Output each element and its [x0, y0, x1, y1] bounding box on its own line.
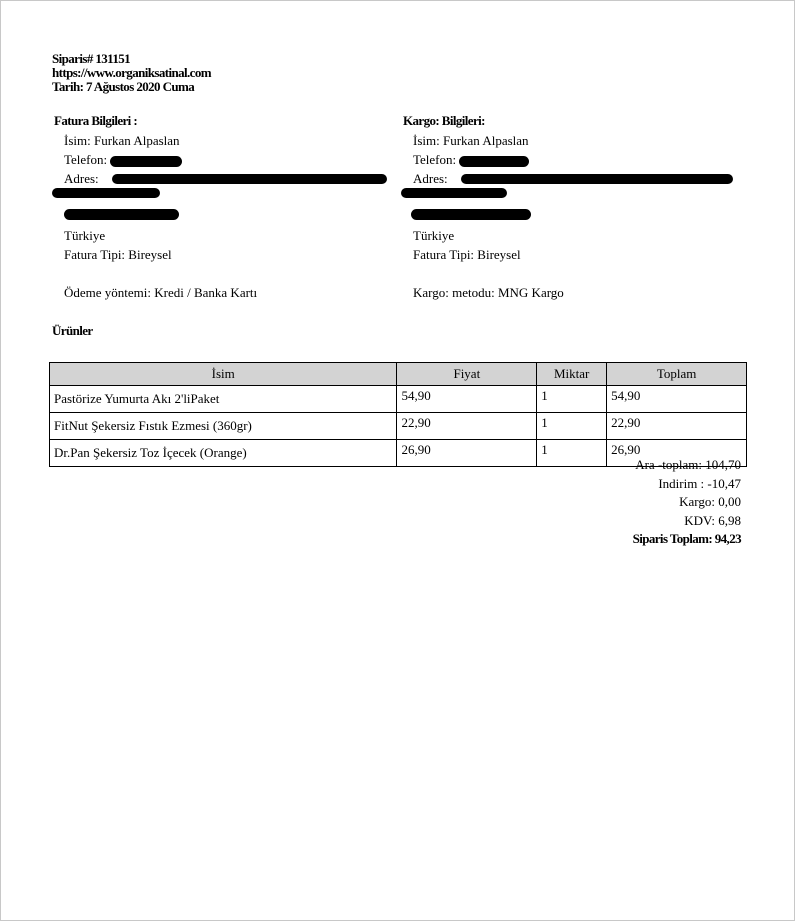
billing-info — [54, 113, 394, 302]
shipping-method: Kargo: metodu: MNG Kargo — [413, 285, 564, 300]
redaction-mark — [459, 156, 529, 167]
shipping-cost: Kargo: 0,00 — [679, 494, 741, 509]
redaction-mark — [112, 174, 387, 184]
product-qty: 1 — [537, 386, 607, 413]
billing-address-line3 — [54, 207, 394, 226]
billing-country: Türkiye — [64, 228, 106, 243]
redaction-mark — [64, 209, 179, 220]
redaction-mark — [401, 188, 507, 198]
order-date: Tarih: 7 Ağustos 2020 Cuma — [52, 79, 195, 94]
billing-phone — [54, 150, 394, 169]
order-no: 131151 — [95, 51, 131, 66]
shipping-phone — [403, 150, 743, 169]
shipping-address — [403, 169, 743, 188]
redaction-mark — [52, 188, 160, 198]
payment-method: Ödeme yöntemi: Kredi / Banka Kartı — [64, 285, 258, 300]
redaction-mark — [110, 156, 182, 167]
shipping-address-line2 — [403, 188, 743, 207]
product-qty: 1 — [537, 440, 607, 467]
order-label: Siparis# — [52, 51, 93, 66]
shipping-name: İsim: Furkan Alpaslan — [413, 133, 529, 148]
product-name: Dr.Pan Şekersiz Toz İçecek (Orange) — [50, 440, 397, 467]
shipping-info — [403, 113, 743, 302]
shipping-address-line3 — [403, 207, 743, 226]
table-row — [50, 386, 747, 413]
billing-address — [54, 169, 394, 188]
billing-phone-label: Telefon: — [64, 152, 108, 167]
product-name: Pastörize Yumurta Akı 2'liPaket — [50, 386, 397, 413]
product-price: 22,90 — [397, 413, 537, 440]
order-totals — [633, 456, 741, 549]
column-header: Toplam — [607, 363, 747, 386]
shipping-invoice-type: Fatura Tipi: Bireysel — [413, 247, 521, 262]
billing-address-label: Adres: — [64, 171, 99, 186]
product-price: 54,90 — [397, 386, 537, 413]
redaction-mark — [461, 174, 733, 184]
shipping-phone-label: Telefon: — [413, 152, 457, 167]
subtotal: Ara -toplam: 104,70 — [635, 457, 741, 472]
billing-address-line2 — [54, 188, 394, 207]
product-total: 22,90 — [607, 413, 747, 440]
tax: KDV: 6,98 — [684, 512, 741, 528]
grand-total: Siparis Toplam: 94,23 — [632, 531, 741, 546]
billing-name: İsim: Furkan Alpaslan — [64, 133, 180, 148]
store-url: https://www.organiksatinal.com — [52, 65, 211, 80]
column-header: İsim — [50, 363, 397, 386]
shipping-country: Türkiye — [413, 228, 455, 243]
discount: Indirim : -10,47 — [658, 475, 741, 491]
billing-invoice-type: Fatura Tipi: Bireysel — [64, 247, 172, 262]
order-header — [52, 52, 211, 94]
product-qty: 1 — [537, 413, 607, 440]
column-header: Miktar — [537, 363, 607, 386]
table-header-row — [50, 363, 747, 386]
product-price: 26,90 — [397, 440, 537, 467]
shipping-title: Kargo: Bilgileri: — [403, 113, 485, 128]
shipping-address-label: Adres: — [413, 171, 448, 186]
table-row — [50, 413, 747, 440]
product-total: 26,90 — [607, 440, 747, 467]
product-name: FitNut Şekersiz Fıstık Ezmesi (360gr) — [50, 413, 397, 440]
redaction-mark — [411, 209, 531, 220]
order-number — [52, 52, 211, 66]
products-table — [49, 362, 747, 467]
products-title: Ürünler — [52, 323, 93, 338]
column-header: Fiyat — [397, 363, 537, 386]
product-total: 54,90 — [607, 386, 747, 413]
billing-title: Fatura Bilgileri : — [54, 113, 138, 128]
